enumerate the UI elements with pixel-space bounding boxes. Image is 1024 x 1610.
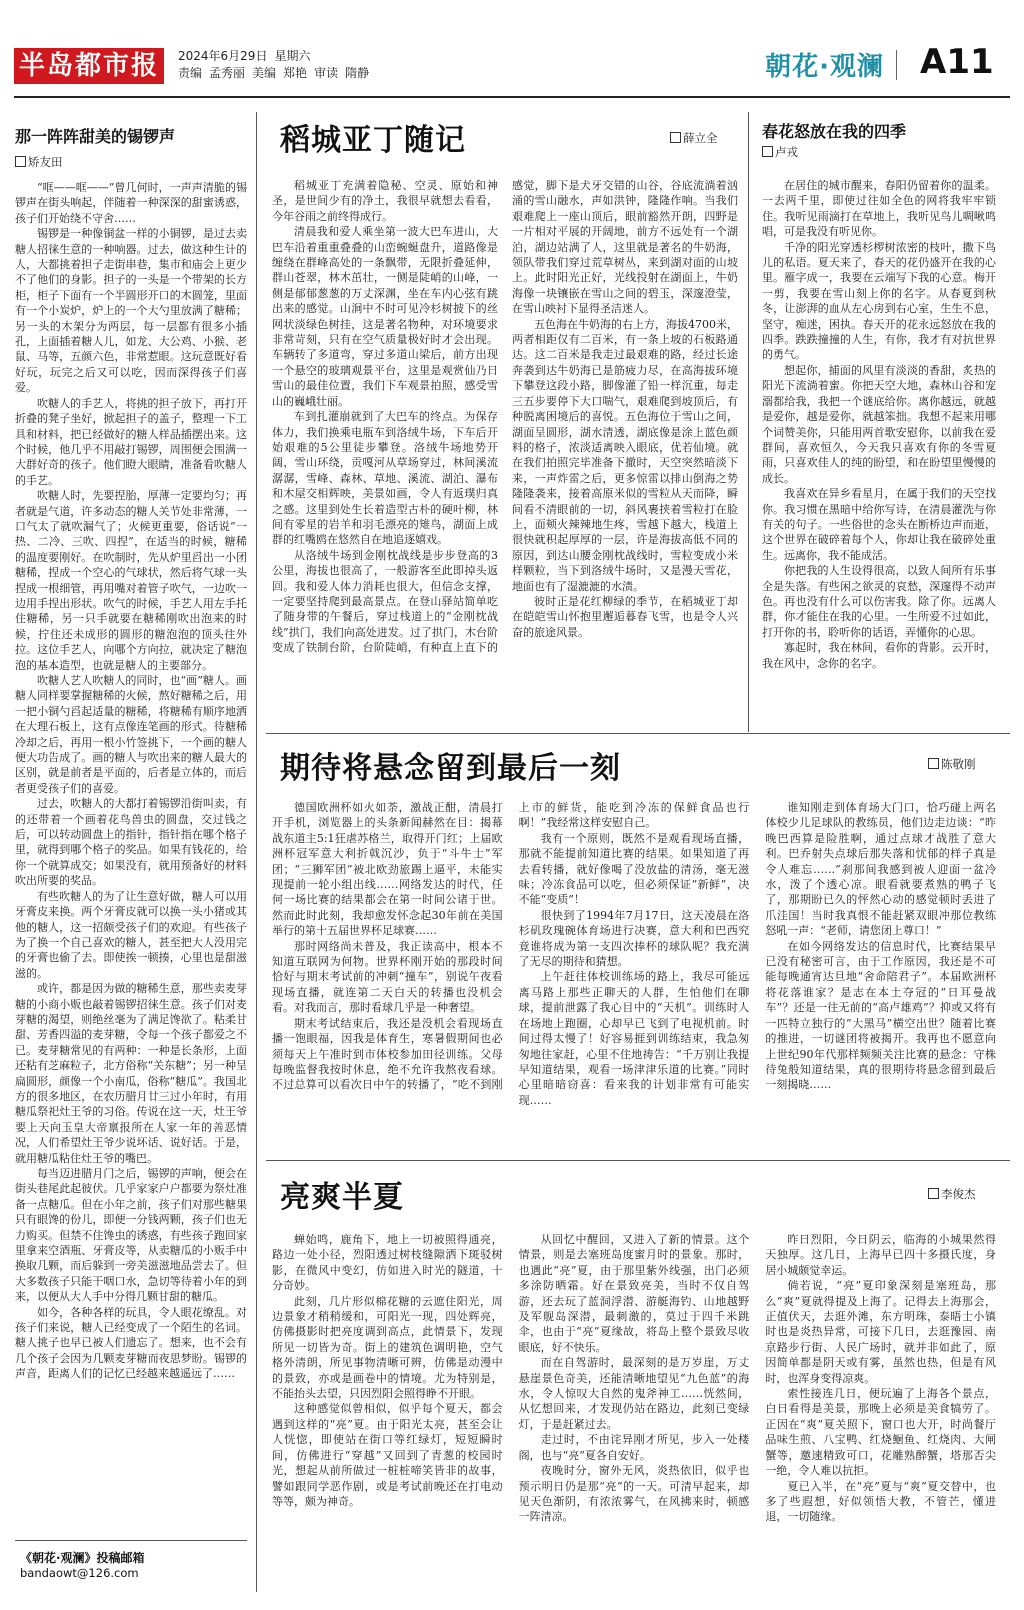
- page-number: A11: [920, 42, 994, 82]
- article-paragraph: 蝉始鸣，鹿角下，地上一切被照得通亮，路边一处小径，烈阳透过树枝缝隙洒下斑驳树影，在微风中变幻，仿如进入时光的隧道，十分奇妙。: [272, 1233, 503, 1293]
- article-paragraph: 在如今网络发达的信息时代，比赛结果早已没有秘密可言，由于工作原因，我还是不可能每晚通宵达旦地“舍命陪君子”。本届欧洲杯将花落谁家？是志在本土夺冠的“日耳曼战车”？还是一往无前的“高卢雄鸡”？抑或又将有一匹特立独行的“大黑马”横空出世？随着比赛的推进，一切谜团将被揭开。我再也不愿意向上世纪90年代那样频频关注比赛的悬念：守株待兔般知道结果，真的很期待将悬念留到最后一刻揭晓……: [765, 939, 996, 1092]
- mailbox-title: 《朝花·观澜》投稿邮箱: [20, 1551, 145, 1565]
- article-paragraph: 从回忆中醒回，又进入了新的情景。这个情景，则是去塞班岛度蜜月时的景象。那时，也遇此“亮”夏，由于那里紫外线强，出门必须多涂防晒霜。好在景致亮美，当时不仅自驾游，还去玩了蓝洞浮潜、游艇海钓、山地越野及军舰岛深潜，最刺激的，莫过于四千米跳伞，也由于“亮”夏缘故，将岛上整个景致尽收眼底，好不快乐。: [518, 1233, 750, 1354]
- header-divider: [896, 50, 897, 80]
- article-paragraph: 昨日烈阳，今日阴云，临海的小城果然得天独厚。这几日，上海早已四十多摄氏度，身居小城颇觉幸运。: [765, 1233, 996, 1277]
- article-paragraph: 夏已入半，在“亮”夏与“爽”夏交替中，也多了些遐想，好似领悟大教，不管芒，懂进退，一切随缘。: [765, 1479, 996, 1524]
- article-paragraph: 那时网络尚未普及，我正读高中，根本不知道互联网为何物。世界杯刚开始的那段时间恰好与期末考试前的冲刺“撞车”，别说午夜看现场直播，就连第二天白天的转播也没机会看。对我而言，那时看球几乎是一种奢望。: [272, 939, 503, 1015]
- editor-credits: 责编 孟秀丽 美编 郑艳 审读 隋静: [178, 66, 370, 80]
- article-paragraph: 此刻，几片形似棉花糖的云遮住阳光，周边景象才稍稍缓和，可阳光一现，四处辉亮，仿佛摄影时把亮度调到高点，此情景下，发现所见一切皆为奇。街上的建筑色调明艳，空气格外清朗，所见事物清晰可辨，仿佛是动漫中的景致，亦或是画卷中的情境。尤为特别是，不能抬头去望，只因烈阳会照得睁不开眼。: [272, 1294, 503, 1401]
- article-paragraph: 在居住的城市醒来，春阳仍留着你的温柔。一去两千里，即使过往如全色的网将我牢牢锁住。我听见雨滴打在草地上，我听见鸟儿啁啾鸣唱，可是我没有听见你。: [762, 179, 996, 239]
- article-paragraph: 彼时正是花红柳绿的季节，在稻城亚丁却在皑皑雪山怀抱里邂逅暮春飞雪，也是令人兴奋的旅途风景。: [512, 594, 738, 639]
- article1-body: [272, 178, 738, 696]
- article-paragraph: 期末考试结束后，我还是没机会看现场直播一饱眼福，因我是体育生，寒暑假期间也必须每天上午准时到市体校参加田径训练。父母每晚监督我按时休息，绝不允许我熬夜看球。不过总算可以看次日中午的转播了，“吃不到刚上市的鲜货，能吃到冷冻的保鲜食品也行啊！”我经常这样安慰自己。: [272, 801, 750, 1092]
- article-paragraph: 很快到了1994年7月17日，这天凌晨在洛杉矶玫瑰碗体育场进行决赛，意大利和巴西究竟谁将成为第一支四次捧杯的球队呢？我充满了无尽的期待和猜想。: [518, 908, 750, 969]
- article-paragraph: 过去，吹糖人的大都打着锡锣沿街叫卖，有的还带着一个画着花鸟兽虫的圆盘，交过钱之后，可以转动圆盘上的指针，指针指在哪个格子里，就得到哪个格子的奖品。如果有钱花的，给你一个就算成交；如果没有，就用预备好的材料吹出所要的奖品。: [15, 797, 247, 888]
- article3-body: [272, 1232, 996, 1598]
- article-paragraph: 索性接连几日，便玩遍了上海各个景点，白日看得是美景，那晚上必须是美食犒劳了。正因在“爽”夏关照下，窗口也大开，时尚餐厅品味生煎、八宝鸭、红烧鮰鱼、红烧肉、大闸蟹等，邀速精致可口，花雕熟醉蟹，塔那否尖一绝，令人难以抗拒。: [765, 1387, 996, 1478]
- header-info: [178, 48, 376, 82]
- right-article-author: 卢戎: [762, 144, 798, 160]
- mailbox-email: bandaowt@126.com: [20, 1566, 139, 1580]
- article3-title: 亮爽半夏: [280, 1180, 404, 1215]
- article-paragraph: 夜晚时分，窗外无风，炎热依旧，似乎也预示明日仍是那“亮”的一天。可清早起来，却见天色渐阴，有浓浓雾气，在风拂来时，顿感一阵清凉。: [518, 1464, 750, 1524]
- article-paragraph: “哐——哐——”曾几何时，一声声清脆的锡锣声在街头响起，伴随着一种深深的甜蜜诱惑，孩子们开始绕不守舍……: [15, 181, 247, 225]
- article3-author: 李俊杰: [928, 1186, 976, 1202]
- article-paragraph: 寡起时，我在林间，看你的背影。云开时，我在风中，念你的名字。: [762, 641, 996, 670]
- article-paragraph: 德国欧洲杯如火如荼，激战正酣，清晨打开手机，浏览器上的头条新闻赫然在目：揭幕战东道主5:1狂虐苏格兰，取得开门红；上届欧洲杯冠军意大利折戟沉沙，负于“斗牛士”军团；“三狮军团”被北欧劲旅踢上逼平，未能实现提前一轮小组出线……网络发达的时代，任何一场比赛的结果都会在第一时间公诸于世。然而此时此刻，我却愈发怀念起30年前在美国举行的第十五届世界杯足球赛……: [272, 801, 503, 938]
- article-paragraph: 每当迈进腊月门之后，锡锣的声响，便会在街头巷尾此起彼伏。几乎家家户户都要为祭灶准备一点糖瓜。但在小年之前，孩子们对那些糖果只有眼馋的份儿，即便一分钱两颗，孩子们也无力购买。但禁不住馋虫的诱惑，有些孩子跑回家里拿来空酒瓶、牙膏皮等，从卖糖瓜的小贩手中换取几颗，而后躲到一旁美滋滋地品尝去了。但大多数孩子只能干咽口水，急切等待着小年的到来，以便从大人手中分得几颗甘甜的糖瓜。: [15, 1167, 247, 1304]
- section-title: 朝花·观澜: [765, 52, 884, 82]
- article2-title: 期待将悬念留到最后一刻: [280, 751, 621, 786]
- article-paragraph: 上午赶往体校训练场的路上，我尽可能远离马路上那些正聊天的人群，生怕他们在聊球，提前泄露了我心目中的“天机”。训练时人在场地上跑圈，心却早已飞到了电视机前。时间过得太慢了！好容易捱到训练结束，我急匆匆地往家赶，心里不住地祷告：“千万别让我提早知道结果，观看一场津津乐道的比赛。”同时心里暗暗窃喜：看来我的计划非常有可能实现……: [518, 970, 750, 1107]
- article-paragraph: 锡锣是一种像铜盆一样的小铜锣，是过去卖糖人招徕生意的一种响器。过去，做这种生计的人，大都挑着担子走街串巷，集市和庙会上更少不了他们的身影。担子的一头是一个带架的长方柜，柜子下面有一个半圆形开口的木圆笼，里面有一个小炭炉，炉上的一个大勺里放满了糖稀；另一头的木架分为两层，每一层都有很多小插孔，上面插着糖人儿，如龙、大公鸡、小猴、老鼠、马等，五颜六色，非常惹眼。这玩意既好看好玩，玩完之后又可以吃，因而深得孩子们喜爱。: [15, 227, 247, 395]
- article2-author: 陈敬刚: [928, 756, 976, 772]
- submission-mailbox: [20, 1549, 145, 1580]
- left-article-author: 矫友田: [15, 154, 63, 170]
- article-paragraph: 稻城亚丁充满着隐秘、空灵、原始和神圣，是世间少有的净土，我很早就想去看看，今年谷雨之前终得成行。: [272, 179, 498, 223]
- article-paragraph: 千净的阳光穿透杉椤树浓密的枝叶，撒下鸟儿的私语。夏天来了，春天的花仍盛开在我的心里。雁字成一，我要在云端写下我的心意。梅开一剪，我要在雪山刻上你的名字。从春夏到秋冬，让澎湃的血从左心房到右心室，生生不息，坚守，痴迷，困执。春天开的花永远怒放在我的四季。跌跌撞撞的人生，有你，我才有对抗世界的勇气。: [762, 240, 996, 362]
- article-paragraph: 谁知刚走到体育场大门口，恰巧碰上两名体校少儿足球队的教练员，他们边走边谈：“昨晚巴西算是险胜啊，通过点球才战胜了意大利。巴乔射失点球后那失落和忧郁的样子真是令人难忘……”刹那间我感到被人迎面一盆冷水，泼了个透心凉。眼看就要煮熟的鸭子飞了，那期盼已久的怦然心动的感觉顿时丢进了爪洼国！当时我真恨不能赶紧双眼冲那位教练怒吼一声：“老师，请您闭上尊口！”: [765, 801, 996, 938]
- article-paragraph: 我喜欢在异乡看星月，在属于我们的天空找你。我习惯在黑暗中给你写诗，在清晨灌洗与你有关的句子。一些俗世的念头在断桥边声而逝，这个世界在破碎着每个人，你却让我在破碎处重生。远离你，我不能成活。: [762, 487, 996, 562]
- column-divider: [748, 112, 749, 732]
- section-rule: [266, 733, 1010, 734]
- article-paragraph: 清晨我和爱人乘坐第一波大巴车进山，大巴车沿着重重叠叠的山峦蜿蜒盘升，道路像是缠绕在群峰高处的一条飘带，无限折叠延伸，群山苍翠，林木茁壮，一侧是陡峭的山峰，一侧是郁郁葱葱的万丈深渊，坐在车内心弦有跳出来的感觉。山涧中不时可见冷杉树披下的丝网状淡绿色树挂，这是著名物种，对环境要求非常苛刻，只有在空气质量极好时才会出现。车辆转了多道弯，穿过多道山梁后，前方出现一个悬空的玻璃观景平台，这里是观赏仙乃日雪山的最佳位置，我们下车观景拍照，感受雪山的巍峨壮丽。: [272, 225, 498, 408]
- article-paragraph: 吹糖人的手艺人，将挑的担子放下，再打开折叠的凳子坐好，掀起担子的盖子，整理一下工具和材料，把已经做好的糖人样品插摆出来。这个时候，他几乎不用敲打锡锣，周围便会围满一大群好奇的孩子。他们瞪大眼睛，准备看吹糖人的手艺。: [15, 396, 247, 487]
- article-paragraph: 车到扎灌崩就到了大巴车的终点。为保存体力，我们换乘电瓶车到洛绒牛场，下车后开始艰难的5公里徒步攀登。洛绒牛场地势开阔，雪山环绕，贡嘎河从草场穿过，林间溪流潺潺，雪峰、森林、草地、溪流、湖泊、瀑布和木屋交相辉映，美景如画，令人有返璞归真之感。这里到处生长着造型古朴的硬叶柳，林间有零星的岩羊和羽毛漂亮的雉鸟，湖面上成群的红嘴鸥在悠然自在地追逐嬉戏。: [272, 410, 498, 547]
- article-paragraph: 五色海在牛奶海的右上方，海拔4700米，两者相距仅有二百米，有一条上坡的石板路通达。这二百米是我走过最艰难的路，经过长途奔袭到达牛奶海已是筋疲力尽，在高海拔环境下攀登这段小路，脚像灌了铅一样沉重，每走三五步要停下大口喘气，艰难爬到坡顶后，有种脱离困境后的喜悦。五色海位于雪山之间，湖面呈圆形，湖水清透，湖底像是涂上蓝色颜料的格子，浓淡适离映入眼底，优若仙境。就在我们拍照完毕准备下撤时，天空突然暗淡下来，一声炸雷之后，更多惊雷以排山倒海之势隆隆袭来，接着高原米似的雪粒从天而降，瞬间看不清眼前的一切，斜风裹挟着雪粒打在脸上，面颊火辣辣地生疼，雪越下越大，栈道上很快就积起厚厚的一层，许是海拔高低不同的原因，到达山腰金刚枕战线时，雪粒变成小米样颗粒，当下到洛绒牛场时，又是漫天雪花，地面也有了湿漉漉的水渍。: [512, 317, 738, 593]
- header-rule: [14, 96, 1010, 98]
- article-paragraph: 或许，都是因为做的糖稀生意，那些卖麦芽糖的小商小贩也敲着锡锣招徕生意。孩子们对麦芽糖的渴望，则绝丝毫为了满足馋欲了。粘柔甘甜、芳香四溢的麦芽糖，令每一个孩子都爱之不已。麦芽糖常见的有两种：一种是长条形，上面还粘有芝麻粒子，北方俗称“关东糖”；另一种呈扁圆形，颜像一个小南瓜，俗称“糖瓜”。我国北方的很多地区，在农历腊月廿三过小年时，有用糖瓜祭祀灶王爷的习俗。传说在这一天，灶王爷要上天向玉皇大帝禀报所在人家一年的善恶情况，人们希望灶王爷少说坏话、说好话。于是，就用糖瓜粘住灶王爷的嘴巴。: [15, 982, 247, 1165]
- article1-author: 薛立全: [670, 130, 718, 146]
- article-paragraph: 我有一个原则，既然不是观看现场直播，那就不能提前知道比赛的结果。如果知道了再去看转播，就好像喝了没放盐的清汤，毫无滋味；冷冻食品可以吃，但必须保证“新鲜”，决不能“变质”！: [518, 831, 750, 907]
- article-paragraph: 吹糖人艺人吹糖人的同时，也“画”糖人。画糖人同样要掌握糖稀的火候，熬好糖稀之后，用一把小铜勺舀起适量的糖稀，将糖稀有顺序地洒在大理石板上，这有点像连笔画的形式。待糖稀冷却之后，再用一根小竹签挑下，一个画的糖人便大功告成了。画的糖人与吹出来的糖人最大的区别，就是前者是平面的，后者是立体的，而后者更受孩子们的喜爱。: [15, 674, 247, 795]
- article-paragraph: 走过时，不由诧异刚才所见，步入一处楼阁，也与“亮”夏各自安好。: [518, 1433, 750, 1462]
- article-paragraph: 吹糖人时，先要捏胎，厚薄一定要均匀；再者就是气道，许多动态的糖人关节处非常薄，一口气太了就吹漏气了；火候更重要，俗话说“一热、二冷、三吹、四捏”，在适当的时候，糖稀的温度要刚好。在吹制时，先从炉里舀出一小团糖稀，捏成一个空心的气球状，然后将气球一头捏成一根细管，再用嘴对着管子吹气，一边吹一边用手捏出形状。吹气的时候，手艺人用左手托住糖稀，另一只手就要在糖稀刚吹出泡来的时候，拧住还未成形的圆形的糖泡泡的顶头往外拉。这位手艺人，向哪个方向拉，就决定了糖泡泡的基本造型，也就是糖人的主要部分。: [15, 489, 247, 672]
- article-paragraph: 倘若说，“亮”夏印象深刻是塞班岛，那么“爽”夏就得提及上海了。记得去上海那会，正值伏天，去逛外滩，东方明珠，泰晤士小镇时也是炎热异常，可接下几日，去逛豫园、南京路步行街、人民广场时，就并非如此了，原因简单都是阴天或有雾，虽然也热，但是有风时，也浑身变得凉爽。: [765, 1279, 996, 1385]
- column-divider: [256, 112, 257, 1592]
- right-article-title: 春花怒放在我的四季: [762, 122, 907, 141]
- left-article-body: [15, 180, 247, 1536]
- issue-date: 2024年6月29日: [178, 49, 268, 63]
- article-paragraph: 想起你，捕面的风里有淡淡的香甜，炙热的阳光下流淌着蜜。你把天空大地，森林山谷和宠溺都给我，我把一个谜底给你。离你越远，就越是爱你，越是爱你，就越笨拙。我想不起来用哪个词赞美你，只能用两首歌安慰你，以前我在爱群间，喜欢恒久，今天我只喜欢有你的冬雪夏雨，只喜欢佳人的纯的盼望，和在盼望里慢慢的成长。: [762, 363, 996, 485]
- article-paragraph: 如今，各种各样的玩具，令人眼花缭乱。对孩子们来说，糖人已经变成了一个陌生的名词。糖人挑子也早已被人们遗忘了。想来，也不会有几个孩子会因为几颗麦芽糖而夜思梦盼。锡锣的声音，距离人们的记忆已经越来越遥远了……: [15, 1305, 247, 1381]
- article-paragraph: 这种感觉似曾相似，似乎每个夏天，都会遇到这样的“亮”夏。由于阳光太亮，甚至会让人恍惚，即使站在街口等红绿灯，短短瞬时间，仿佛进行“穿越”又回到了青葱的校园时光，想起从前所做过一桩桩啼笑皆非的故事，譬如跟同学恶作剧，或是考试前晚还在打电动等等，颇为神奇。: [272, 1402, 503, 1508]
- right-article-body: [762, 178, 996, 696]
- newspaper-masthead: 半岛都市报: [14, 48, 164, 84]
- mailbox-rule: [15, 1540, 247, 1541]
- article-paragraph: 而在自驾游时，最深刻的是万岁崖，万丈悬崖景色奇美，还能清晰地望见“九色蓝”的海水，令人惊叹大自然的鬼斧神工……恍然间，从忆想回来，才发现仍站在路边，此刻已变绿灯，于是赶紧过去。: [518, 1356, 750, 1431]
- article-paragraph: 你把我的人生设得很高，以致人间所有乐事全是失落。有些闲之欲灵的哀愁，深邃得不动声色。再也没有什么可以伤害我。除了你。远离人群，你才能住在我的心里。一生所爱不过如此，打开你的书，聆听你的话语，弄懂你的心思。: [762, 564, 996, 639]
- article2-body: [272, 800, 996, 1145]
- left-article-title: 那一阵阵甜美的锡锣声: [15, 127, 176, 146]
- article1-title: 稻城亚丁随记: [280, 123, 466, 158]
- issue-weekday: 星期六: [274, 49, 311, 63]
- section-rule: [266, 1160, 1010, 1161]
- article-paragraph: 有些吹糖人的为了让生意好做，糖人可以用牙膏皮来换。两个牙膏皮就可以换一头小猪或其他的糖人，这一招颇受孩子们的欢迎。有些孩子为了换一个自己喜欢的糖人，甚至把大人没用完的牙膏也偷了去。即使挨一顿揍，心里也是甜滋滋的。: [15, 889, 247, 980]
- article-paragraph: 从洛绒牛场到金刚枕战线是步步登高的3公里，海拔也很高了，一般游客至此即掉头返回。我和爱人体力消耗也很大，但信念支撑，一定要坚持爬到最高景点。在登山驿站简单吃了随身带的午餐后，穿过栈道上的“金刚枕战线”拱门，我们向高处进发。过了拱门，木台阶变成了铁制台阶，台阶陡峭，有种直上直下的感觉，脚下是犬牙交错的山谷，谷底流淌着汹涌的雪山融水，声如洪钟，隆隆作响。当我们艰难爬上一座山顶后，眼前豁然开朗，四野是一片相对平展的开阔地，前方不远处有一个湖泊，湖边站满了人，这里就是著名的牛奶海，领队带我们穿过荒草树丛，来到湖对面的山坡上。此时阳光正好，光线投射在湖面上，牛奶海像一块镶嵌在雪山之间的碧玉，深邃澄莹，在雪山映衬下显得圣洁迷人。: [272, 179, 738, 655]
